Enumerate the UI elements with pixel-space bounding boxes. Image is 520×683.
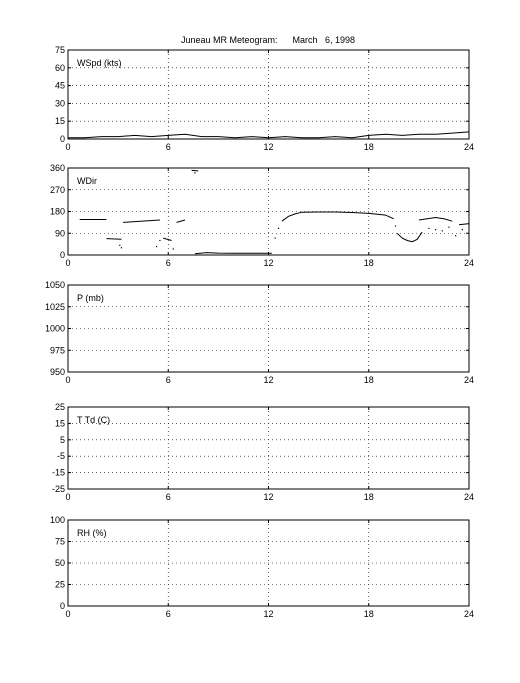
panel-wdir-series-line — [195, 253, 272, 254]
panel-wdir-xtick-label: 6 — [165, 258, 171, 268]
panel-wdir-data-point — [156, 246, 157, 247]
panel-t-td-c-xtick-label: 6 — [165, 492, 171, 502]
panel-t-td-c-ytick-label: 25 — [54, 402, 65, 412]
panel-t-td-c-ytick-label: -5 — [56, 451, 65, 462]
panel-wspd-kts-ytick-label: 75 — [54, 45, 65, 55]
panel-p-mb-ytick-label: 1050 — [44, 280, 65, 290]
panel-wdir-data-point — [455, 235, 456, 236]
panel-p-mb-xtick-label: 24 — [463, 375, 475, 385]
figure-title: Juneau MR Meteogram: March 6, 1998 — [180, 35, 356, 45]
panel-wdir-series-line — [163, 238, 171, 240]
panel-t-td-c-xtick-label: 18 — [363, 492, 374, 502]
panel-wdir-data-point — [428, 228, 429, 229]
panel-p-mb-ytick-label: 1000 — [44, 323, 65, 334]
panel-t-td-c-xtick-label: 0 — [65, 492, 71, 502]
panel-p-mb-ytick-label: 1025 — [44, 301, 65, 312]
panel-t-td-c-ytick-label: -15 — [51, 467, 65, 478]
panel-wdir-data-point — [275, 237, 276, 238]
panel-rh-ytick-label: 100 — [49, 515, 65, 525]
panel-t-td-c-ytick-label: 15 — [54, 418, 65, 429]
panel-wdir-data-point — [435, 229, 436, 230]
panel-p-mb-ytick-label: 975 — [49, 345, 65, 356]
panel-wdir-xtick-label: 0 — [65, 258, 71, 268]
panel-rh-ylabel: RH (%) — [77, 528, 107, 538]
panel-wdir-data-point — [194, 172, 195, 173]
panel-wdir-data-point — [159, 240, 160, 241]
panel-wdir-xtick-label: 24 — [463, 258, 475, 268]
panel-wdir-xtick-label: 12 — [263, 258, 274, 268]
panel-wdir-series-line — [177, 220, 185, 222]
panel-rh-xtick-label: 18 — [363, 609, 374, 619]
panel-t-td-c-ytick-label: 5 — [59, 434, 65, 445]
panel-rh-ytick-label: 0 — [59, 601, 65, 611]
panel-rh-xtick-label: 12 — [263, 609, 274, 619]
panel-p-mb-xtick-label: 0 — [65, 375, 71, 385]
panel-p-mb-xtick-label: 12 — [263, 375, 274, 385]
panel-rh — [50, 515, 474, 619]
panel-rh-ytick-label: 75 — [54, 536, 65, 547]
panel-wdir-ytick-label: 90 — [54, 228, 65, 239]
panel-t-td-c-ylabel: T Td (C) — [77, 415, 111, 425]
panel-wdir-data-point — [462, 229, 463, 230]
panel-wdir-data-point — [278, 228, 279, 229]
panel-t-td-c-xtick-label: 24 — [463, 492, 475, 502]
panel-rh-xtick-label: 24 — [463, 609, 475, 619]
panel-wspd-kts — [55, 45, 474, 152]
panel-wspd-kts-xtick-label: 12 — [263, 142, 274, 152]
panel-wdir-data-point — [173, 248, 174, 249]
panel-wdir-data-point — [119, 245, 120, 246]
panel-wspd-kts-xtick-label: 24 — [463, 142, 475, 152]
panel-p-mb-ylabel: P (mb) — [77, 293, 104, 303]
panel-wdir-data-point — [448, 227, 449, 228]
panel-wdir-series-line — [192, 170, 199, 171]
panel-wdir-ytick-label: 270 — [49, 184, 65, 195]
panel-rh-xtick-label: 0 — [65, 609, 71, 619]
panels-group — [45, 45, 474, 619]
panel-wdir — [50, 163, 474, 268]
panel-p-mb-ytick-label: 950 — [49, 367, 65, 377]
panel-wdir-ytick-label: 180 — [49, 206, 65, 217]
panel-wspd-kts-xtick-label: 0 — [65, 142, 71, 152]
panel-wspd-kts-xtick-label: 18 — [363, 142, 374, 152]
panel-wdir-series-line — [419, 218, 452, 222]
panel-wdir-data-point — [395, 225, 396, 226]
panel-wspd-kts-ytick-label: 15 — [54, 116, 65, 127]
panel-p-mb-xtick-label: 18 — [363, 375, 374, 385]
panel-t-td-c — [52, 402, 474, 502]
panel-wdir-ylabel: WDir — [77, 176, 97, 186]
panel-wdir-xtick-label: 18 — [363, 258, 374, 268]
panel-t-td-c-ytick-label: -25 — [51, 484, 65, 494]
panel-wspd-kts-ytick-label: 30 — [54, 98, 65, 109]
panel-wdir-series-line — [459, 224, 469, 225]
panel-wdir-data-point — [442, 230, 443, 231]
panel-wspd-kts-xtick-label: 6 — [165, 142, 171, 152]
panel-rh-ytick-label: 25 — [54, 579, 65, 590]
panel-rh-ytick-label: 50 — [54, 558, 65, 568]
panel-t-td-c-xtick-label: 12 — [263, 492, 274, 502]
panel-p-mb — [45, 280, 474, 385]
panel-wspd-kts-ytick-label: 0 — [59, 134, 65, 144]
panel-wspd-kts-ytick-label: 60 — [54, 62, 65, 73]
panel-wdir-ytick-label: 0 — [59, 250, 65, 260]
panel-wspd-kts-ytick-label: 45 — [54, 80, 65, 91]
panel-wspd-kts-ylabel: WSpd (kts) — [77, 58, 122, 68]
panel-rh-xtick-label: 6 — [165, 609, 171, 619]
panel-wdir-series-line — [123, 220, 160, 222]
panel-p-mb-xtick-label: 6 — [165, 375, 171, 385]
panel-wdir-series-line — [282, 212, 394, 221]
panel-wdir-ytick-label: 360 — [49, 163, 65, 173]
panel-wdir-data-point — [121, 247, 122, 248]
panel-wdir-series-line — [106, 239, 121, 240]
